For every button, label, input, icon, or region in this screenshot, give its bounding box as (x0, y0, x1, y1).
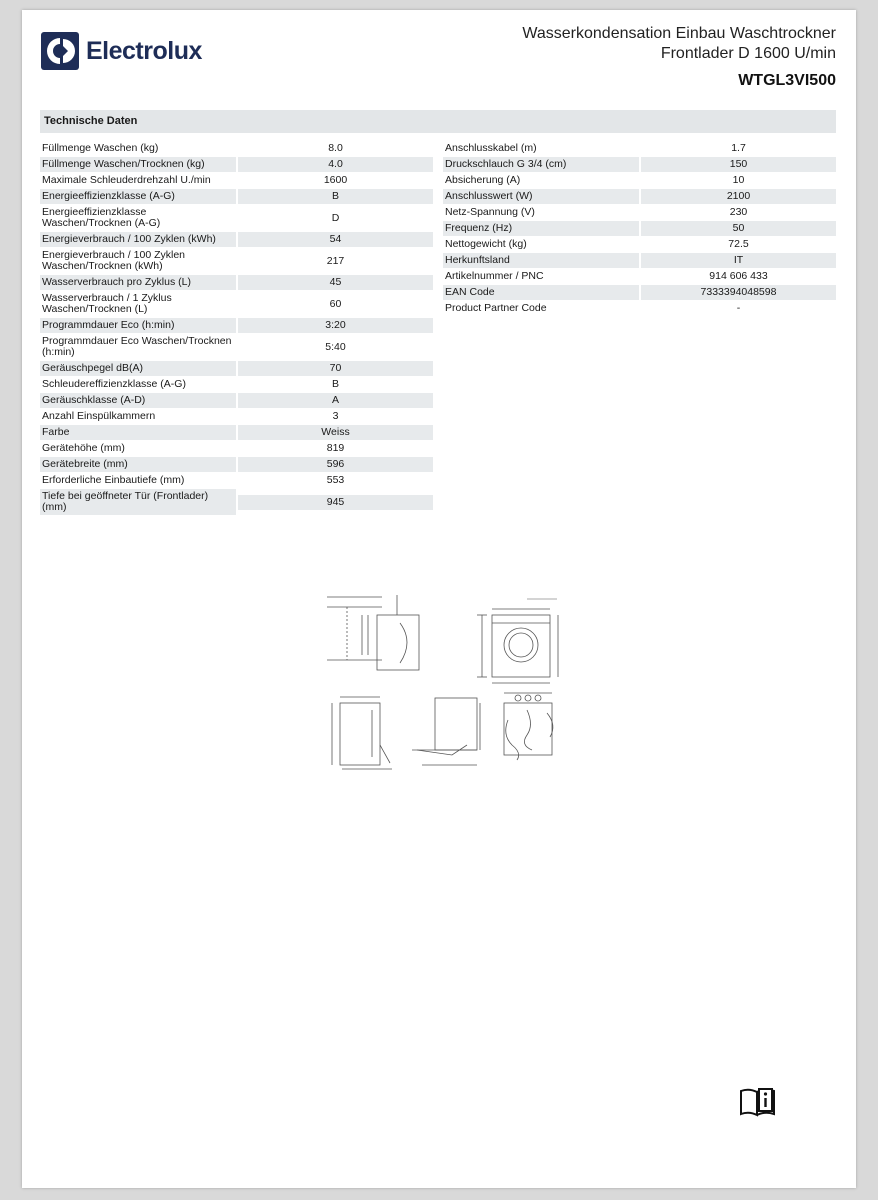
spec-label: Product Partner Code (445, 302, 547, 314)
spec-value: 7333394048598 (641, 285, 836, 300)
spec-row (40, 248, 433, 275)
spec-label: Gerätehöhe (mm) (42, 442, 125, 454)
dimension-drawings (322, 585, 562, 770)
spec-label: Tiefe bei geöffneter Tür (Frontlader) (mm) (40, 489, 236, 515)
spec-row (40, 457, 433, 473)
spec-value: 217 (326, 254, 345, 267)
spec-value: 5:40 (325, 340, 346, 353)
product-title-line-2: Frontlader D 1600 U/min (660, 45, 836, 62)
spec-row (443, 253, 836, 269)
spec-row (443, 237, 836, 253)
spec-row (40, 334, 433, 361)
spec-value: 10 (732, 174, 745, 186)
spec-label: Energieeffizienzklasse (A-G) (40, 189, 236, 204)
spec-value: D (331, 211, 340, 224)
spec-label: EAN Code (443, 285, 639, 300)
spec-row (40, 425, 433, 441)
spec-value: 45 (238, 275, 433, 290)
spec-row (40, 205, 433, 232)
spec-value: B (238, 189, 433, 204)
spec-value: 596 (238, 457, 433, 472)
spec-value: - (736, 302, 741, 314)
spec-label: Frequenz (Hz) (443, 221, 639, 236)
spec-row (443, 221, 836, 237)
spec-row (40, 441, 433, 457)
spec-value: 1600 (323, 174, 348, 186)
spec-value: 50 (641, 221, 836, 236)
datasheet-page (22, 10, 856, 1188)
side-profile-drawing (332, 697, 392, 769)
spec-row (443, 173, 836, 189)
spec-label: Artikelnummer / PNC (445, 270, 544, 282)
spec-value: 54 (238, 232, 433, 247)
spec-row (40, 173, 433, 189)
spec-label: Energieverbrauch / 100 Zyklen Waschen/Trocknen (kWh) (42, 249, 185, 272)
spec-label: Maximale Schleuderdrehzahl U./min (42, 174, 211, 186)
spec-value: 4.0 (238, 157, 433, 172)
spec-row (443, 189, 836, 205)
spec-label: Energieeffizienzklasse Waschen/Trocknen (A-G) (42, 206, 161, 229)
spec-row (443, 157, 836, 173)
spec-label: Anzahl Einspülkammern (42, 410, 156, 422)
spec-value: 945 (238, 495, 433, 510)
spec-label: Druckschlauch G 3/4 (cm) (443, 157, 639, 172)
spec-label: Geräuschklasse (A-D) (40, 393, 236, 408)
spec-label: Füllmenge Waschen/Trocknen (kg) (40, 157, 236, 172)
brand-logo (41, 32, 202, 70)
spec-row (443, 285, 836, 301)
spec-label: Geräuschpegel dB(A) (40, 361, 236, 376)
spec-row (40, 157, 433, 173)
spec-row (40, 275, 433, 291)
spec-label: Füllmenge Waschen (kg) (42, 142, 159, 154)
door-open-drawing (412, 698, 480, 765)
spec-label: Anschlusskabel (m) (445, 142, 537, 154)
side-view-drawing (327, 595, 419, 670)
spec-label: Gerätebreite (mm) (40, 457, 236, 472)
spec-value: 150 (641, 157, 836, 172)
spec-label: Programmdauer Eco Waschen/Trocknen (h:min) (42, 335, 232, 358)
spec-row (443, 301, 836, 317)
spec-value: IT (641, 253, 836, 268)
product-title (522, 24, 836, 90)
spec-label: Wasserverbrauch pro Zyklus (L) (40, 275, 236, 290)
spec-row (443, 205, 836, 221)
product-info-book-icon (738, 1085, 778, 1119)
spec-row (40, 473, 433, 489)
spec-row (40, 318, 433, 334)
spec-row (40, 189, 433, 205)
spec-value: A (238, 393, 433, 408)
rear-view-drawing (504, 693, 553, 760)
spec-label: Wasserverbrauch / 1 Zyklus Waschen/Trocknen (L) (42, 292, 172, 315)
spec-row (40, 141, 433, 157)
spec-value: 230 (729, 206, 748, 218)
spec-row (40, 393, 433, 409)
spec-value: 3:20 (238, 318, 433, 333)
spec-label: Energieverbrauch / 100 Zyklen (kWh) (40, 232, 236, 247)
spec-value: 553 (326, 474, 345, 486)
spec-value: 8.0 (328, 142, 343, 154)
spec-value: 3 (332, 410, 339, 422)
brand-name: Electrolux (86, 36, 202, 65)
section-title: Technische Daten (40, 110, 836, 133)
spec-label: Netz-Spannung (V) (445, 206, 535, 218)
spec-value: 914 606 433 (709, 270, 768, 282)
electrolux-logo-icon (41, 32, 79, 70)
spec-label: Farbe (40, 425, 236, 440)
spec-table-left (40, 141, 433, 516)
spec-value: B (331, 378, 339, 390)
spec-row (443, 269, 836, 285)
spec-value: 2100 (641, 189, 836, 204)
spec-value: 70 (238, 361, 433, 376)
spec-label: Schleudereffizienzklasse (A-G) (42, 378, 186, 390)
spec-row (40, 232, 433, 248)
spec-value: 72.5 (728, 238, 749, 250)
spec-row (40, 489, 433, 516)
spec-row (40, 377, 433, 393)
front-view-drawing (477, 599, 558, 683)
product-title-line-1: Wasserkondensation Einbau Waschtrockner (522, 25, 836, 42)
spec-value: 819 (326, 442, 345, 454)
spec-row (40, 409, 433, 425)
spec-label: Absicherung (A) (445, 174, 521, 186)
spec-value: 60 (329, 297, 342, 310)
spec-table-right (443, 141, 836, 317)
spec-row (40, 361, 433, 377)
model-number: WTGL3VI500 (738, 72, 836, 89)
spec-value: Weiss (238, 425, 433, 440)
spec-label: Herkunftsland (443, 253, 639, 268)
spec-label: Erforderliche Einbautiefe (mm) (42, 474, 185, 486)
spec-label: Anschlusswert (W) (443, 189, 639, 204)
spec-row (40, 291, 433, 318)
spec-label: Nettogewicht (kg) (445, 238, 527, 250)
spec-value: 1.7 (731, 142, 746, 154)
spec-label: Programmdauer Eco (h:min) (40, 318, 236, 333)
spec-row (443, 141, 836, 157)
